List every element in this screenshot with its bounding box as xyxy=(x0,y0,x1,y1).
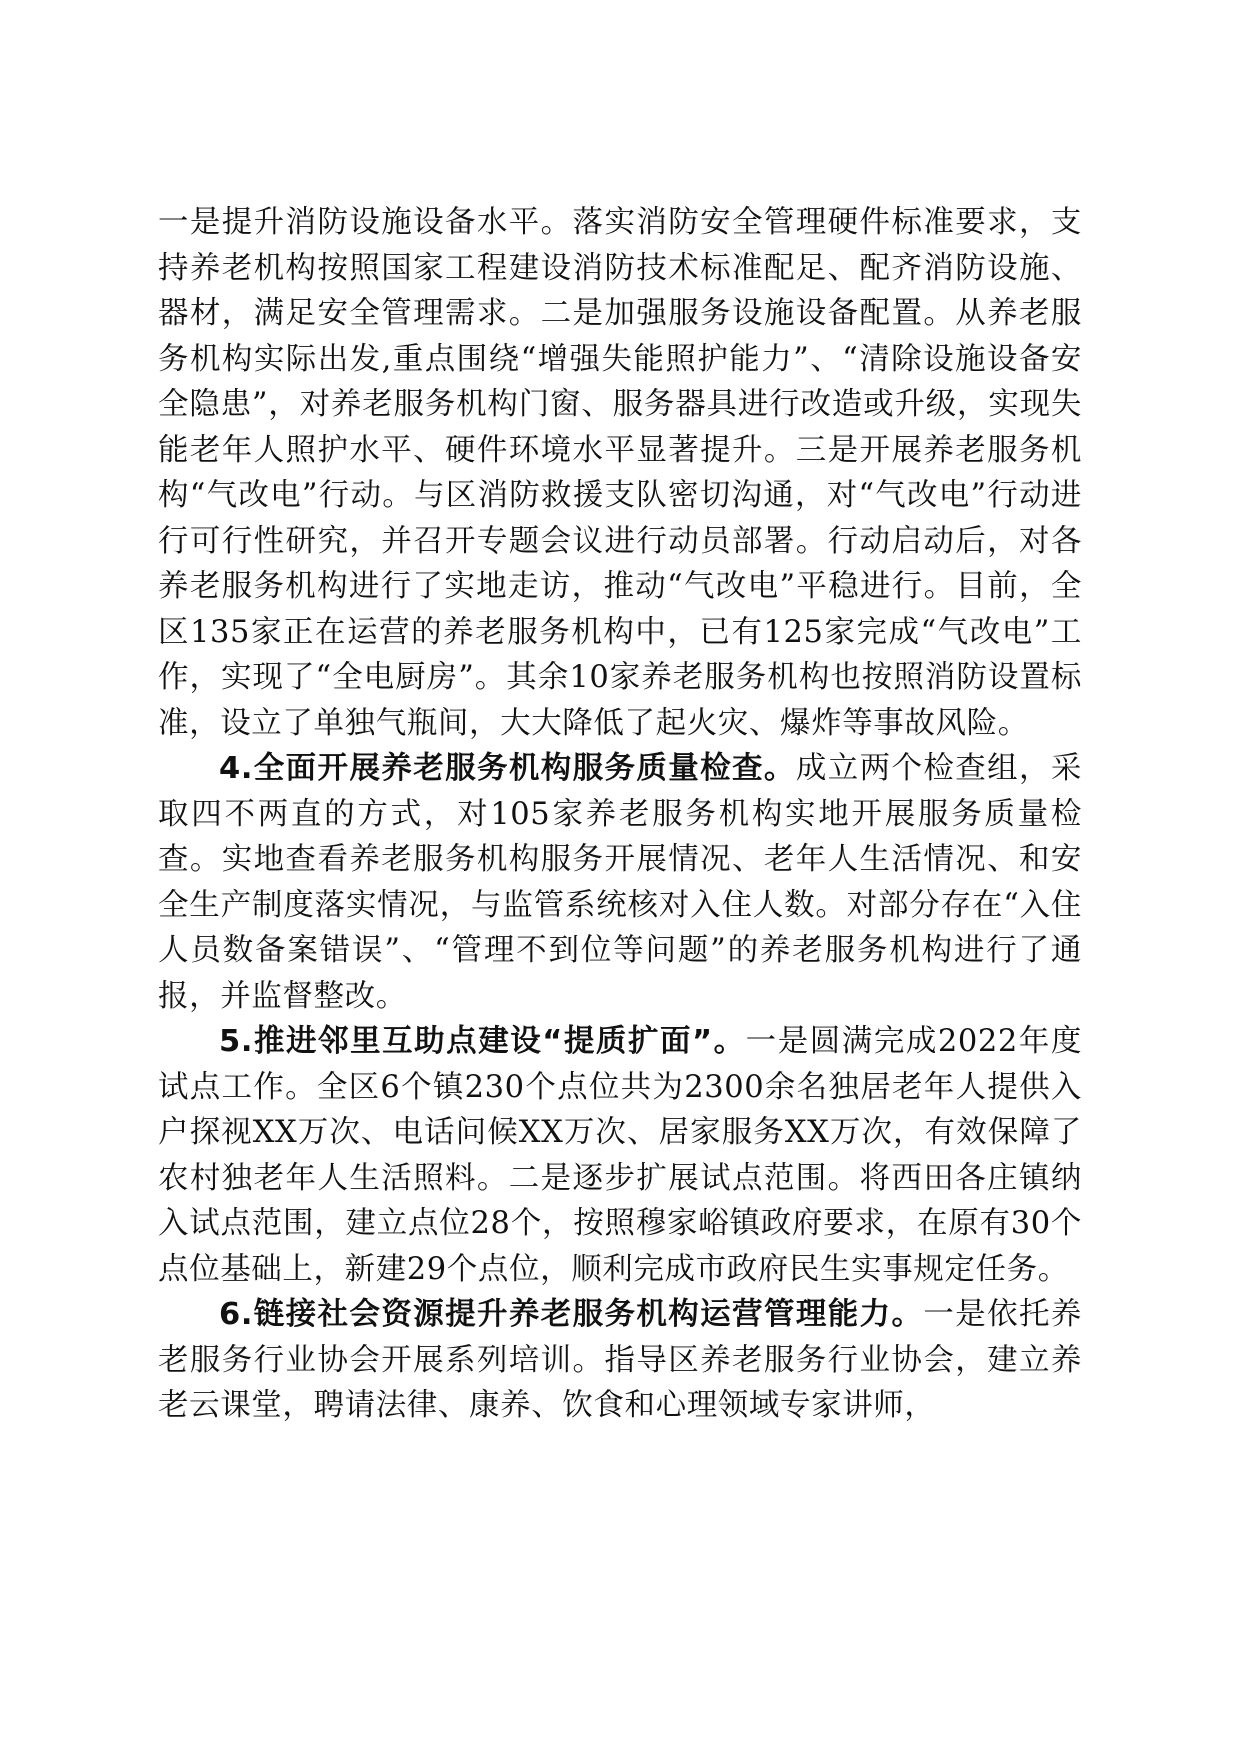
paragraph-heading: 5.推进邻里互助点建设“提质扩面”。 xyxy=(219,1024,746,1059)
paragraph-text: 成立两个检查组，采取四不两直的方式，对105家养老服务机构实地开展服务质量检查。实地查看养老服务机构服务开展情况、老年人生活情况、和安全生产制度落实情况，与监管系统核对入住人数。对部分存在“入住人员数备案错误”、“管理不到位等问题”的养老服务机构进行了通报，并监督整改。 xyxy=(158,751,1082,1014)
paragraph-facility-upgrade xyxy=(158,200,1082,746)
paragraph-text: 一是依托养老服务行业协会开展系列培训。指导区养老服务行业协会，建立养老云课堂，聘请法律、康养、饮食和心理领域专家讲师， xyxy=(158,1297,1083,1423)
paragraph-text: 一是圆满完成2022年度试点工作。全区6个镇230个点位共为2300余名独居老年人提供入户探视XX万次、电话问候XX万次、居家服务XX万次，有效保障了农村独老年人生活照料。二是逐步扩展试点范围。将西田各庄镇纳入试点范围，建立点位28个，按照穆家峪镇政府要求，在原有30个点位基础上，新建29个点位，顺利完成市政府民生实事规定任务。 xyxy=(158,1024,1083,1287)
document-body xyxy=(158,200,1082,1429)
paragraph-heading: 4.全面开展养老服务机构服务质量检查。 xyxy=(219,751,796,786)
paragraph-social-resources xyxy=(158,1292,1082,1429)
paragraph-quality-inspection xyxy=(158,746,1082,1019)
paragraph-neighborhood-mutual-aid xyxy=(158,1019,1082,1292)
paragraph-heading: 6.链接社会资源提升养老服务机构运营管理能力。 xyxy=(219,1297,924,1332)
paragraph-text: 一是提升消防设施设备水平。落实消防安全管理硬件标准要求，支持养老机构按照国家工程建设消防技术标准配足、配齐消防设施、器材，满足安全管理需求。二是加强服务设施设备配置。从养老服务机构实际出发,重点围绕“增强失能照护能力”、“清除设施设备安全隐患”，对养老服务机构门窗、服务器具进行改造或升级，实现失能老年人照护水平、硬件环境水平显著提升。三是开展养老服务机构“气改电”行动。与区消防救援支队密切沟通，对“气改电”行动进行可行性研究，并召开专题会议进行动员部署。行动启动后，对各养老服务机构进行了实地走访，推动“气改电”平稳进行。目前，全区135家正在运营的养老服务机构中，已有125家完成“气改电”工作，实现了“全电厨房”。其余10家养老服务机构也按照消防设置标准，设立了单独气瓶间，大大降低了起火灾、爆炸等事故风险。 xyxy=(158,205,1082,741)
